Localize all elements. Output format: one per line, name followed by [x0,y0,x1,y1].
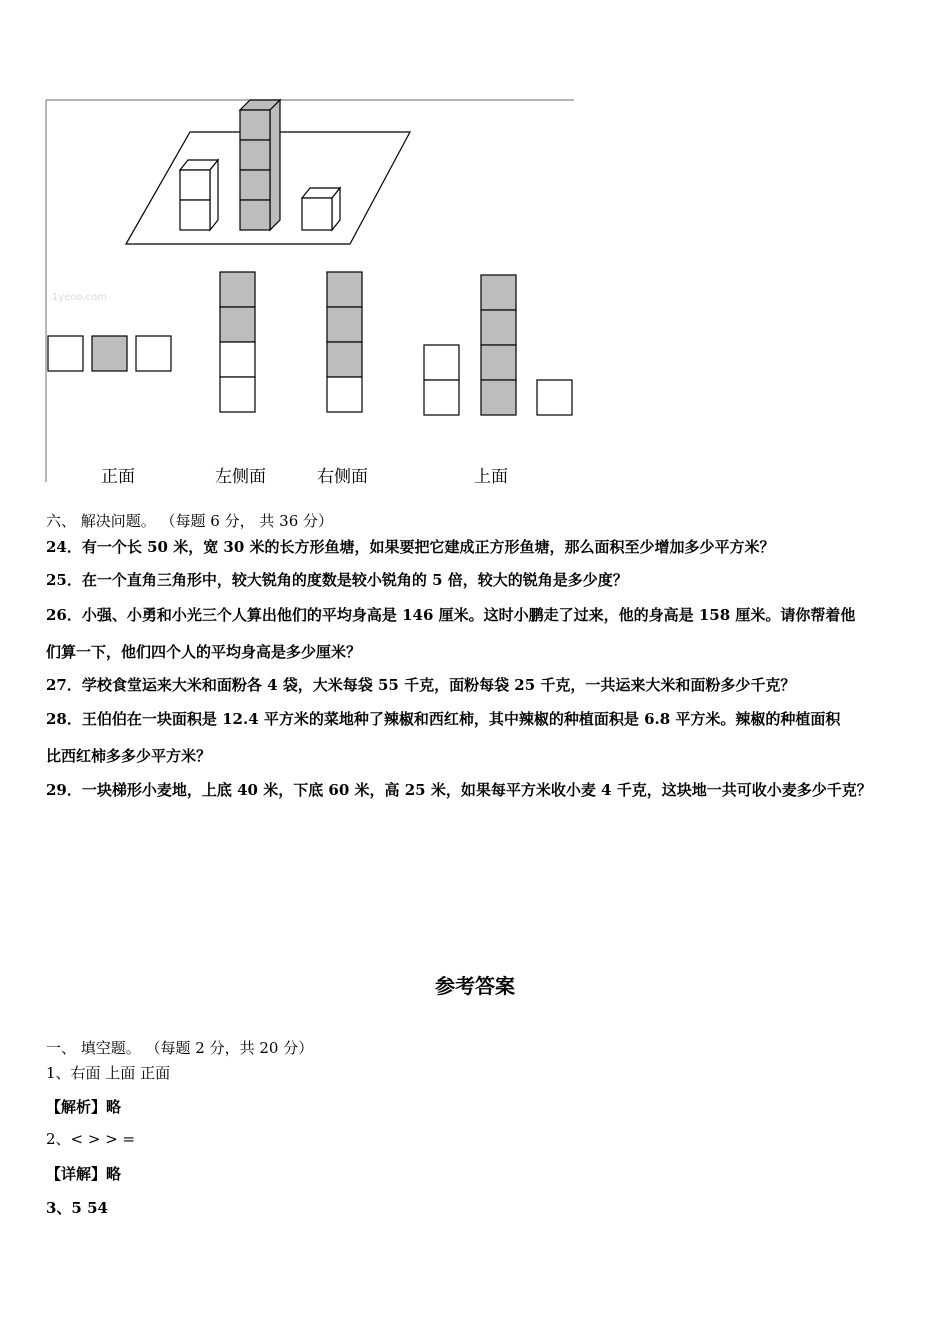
question-25: 25．在一个直角三角形中，较大锐角的度数是较小锐角的 5 倍，较大的锐角是多少度？ [46,571,628,589]
question-26-line2: 们算一下，他们四个人的平均身高是多少厘米？ [46,643,362,661]
answers-title: 参考答案 [435,974,515,998]
label-left-side-view: 左侧面 [215,467,266,487]
watermark: 1yeoo.com [52,292,108,303]
answer-2: 2、< > > = [46,1130,136,1148]
cube-views-figure [44,98,576,484]
label-front-view: 正面 [101,467,135,487]
label-top-view: 上面 [474,467,508,487]
question-26-line1: 26．小强、小勇和小光三个人算出他们的平均身高是 146 厘米。这时小鹏走了过来，他的身高是 158 厘米。请你帮着他 [46,606,856,624]
answers-section1-heading: 一、 填空题。 （每题 2 分，共 20 分） [46,1039,314,1057]
section6-heading: 六、 解决问题。 （每题 6 分， 共 36 分） [46,512,334,530]
question-28-line1: 28．王伯伯在一块面积是 12.4 平方米的菜地种了辣椒和西红柿，其中辣椒的种植面积是 6.8 平方米。辣椒的种植面积 [46,710,841,728]
answer-1-analysis: 【解析】略 [46,1098,122,1116]
label-right-side-view: 右侧面 [317,467,368,487]
answer-1: 1、右面 上面 正面 [46,1064,171,1082]
answer-2-detail: 【详解】略 [46,1165,122,1183]
question-28-line2: 比西红柿多多少平方米？ [46,747,212,765]
answer-3: 3、5 54 [46,1199,108,1217]
question-27: 27．学校食堂运来大米和面粉各 4 袋，大米每袋 55 千克，面粉每袋 25 千克，一共运来大米和面粉多少千克？ [46,676,796,694]
question-29: 29．一块梯形小麦地，上底 40 米，下底 60 米，高 25 米，如果每平方米收小麦 4 千克，这块地一共可收小麦多少千克？ [46,781,872,799]
cube-diagram [44,98,576,484]
question-24: 24．有一个长 50 米，宽 30 米的长方形鱼塘，如果要把它建成正方形鱼塘，那么面积至少增加多少平方米？ [46,538,775,556]
